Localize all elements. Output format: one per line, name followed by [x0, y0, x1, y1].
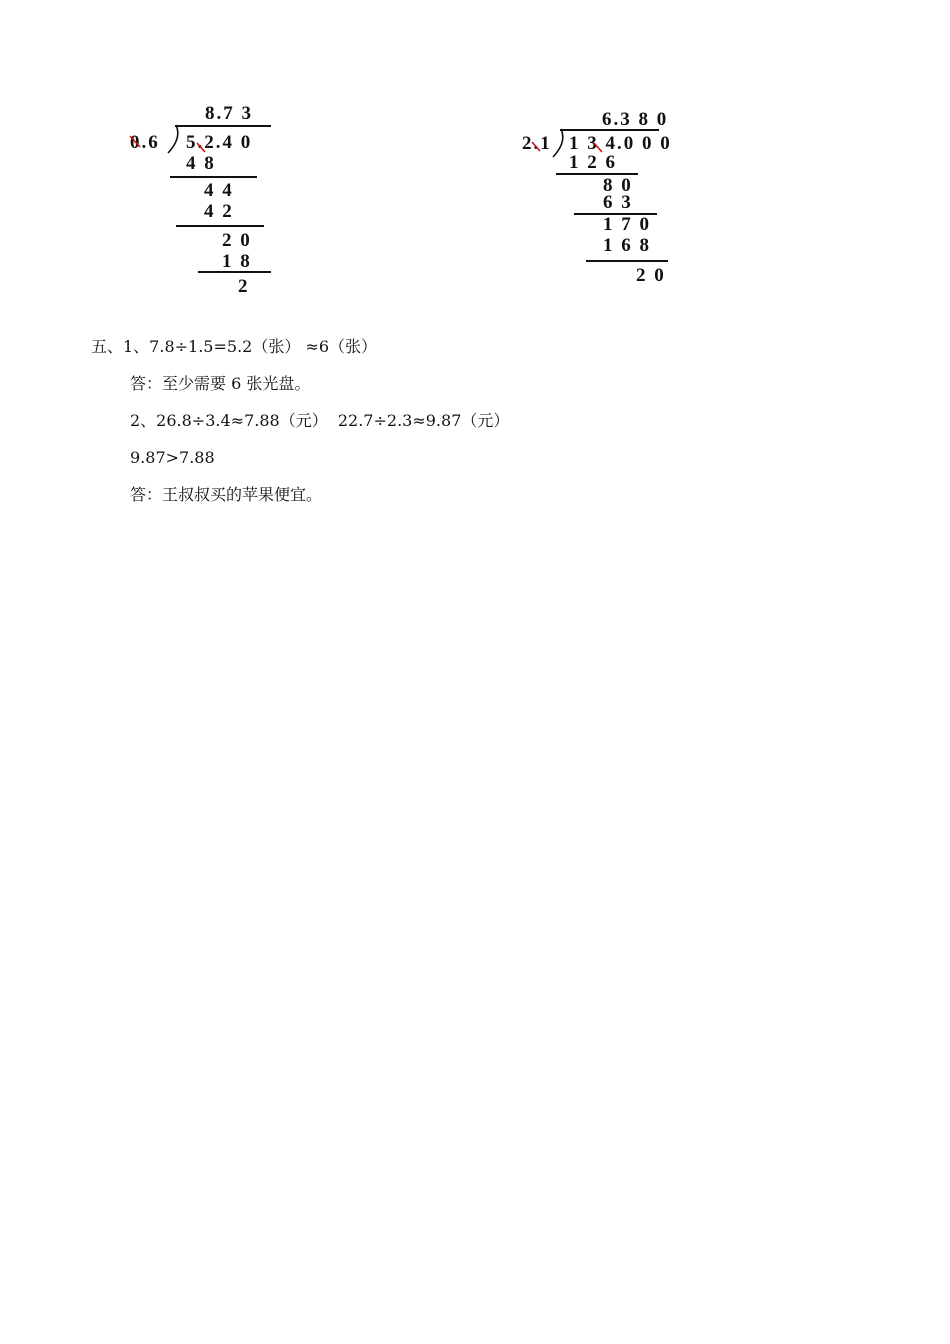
- division1-dividend: 5.2.4 0: [186, 132, 253, 153]
- section5-problem2-line: 2、26.8÷3.4≈7.88（元） 22.7÷2.3≈9.87（元）: [130, 411, 510, 430]
- division1-step-3: 4 2: [204, 201, 234, 222]
- division2-vinculum: [560, 129, 659, 131]
- division2-step-3: 6 3: [603, 192, 633, 213]
- section5-problem1-answer: 答：至少需要 6 张光盘。: [130, 374, 311, 393]
- division2-step-4: 1 7 0: [603, 214, 651, 235]
- section5-problem1-line: 五、1、7.8÷1.5=5.2（张） ≈6（张）: [91, 337, 378, 356]
- section5-problem2-answer: 答：王叔叔买的苹果便宜。: [130, 485, 323, 504]
- long-division-2: [0, 0, 950, 320]
- division2-divisor: 2.1: [522, 133, 552, 154]
- division1-step-4: 2 0: [222, 230, 252, 251]
- division2-step-2: 8 0: [603, 175, 633, 196]
- division2-rule-3: [586, 260, 668, 262]
- division1-step-1: 4 8: [186, 153, 216, 174]
- division2-bracket: [551, 128, 567, 158]
- division1-quotient: 8.7 3: [205, 103, 253, 124]
- division1-remainder: 2: [238, 276, 250, 297]
- division1-step-5: 1 8: [222, 251, 252, 272]
- division2-step-1: 1 2 6: [569, 152, 617, 173]
- division1-step-2: 4 4: [204, 180, 234, 201]
- division2-step-5: 1 6 8: [603, 235, 651, 256]
- division2-correction-mark-divisor: [530, 140, 544, 154]
- section5-problem2-comparison: 9.87>7.88: [130, 448, 215, 467]
- division2-dividend: 1 3 4.0 0 0: [569, 133, 672, 154]
- division1-divisor: 0.6: [130, 132, 160, 153]
- division2-remainder: 2 0: [636, 265, 666, 286]
- division2-quotient: 6.3 8 0: [602, 109, 669, 130]
